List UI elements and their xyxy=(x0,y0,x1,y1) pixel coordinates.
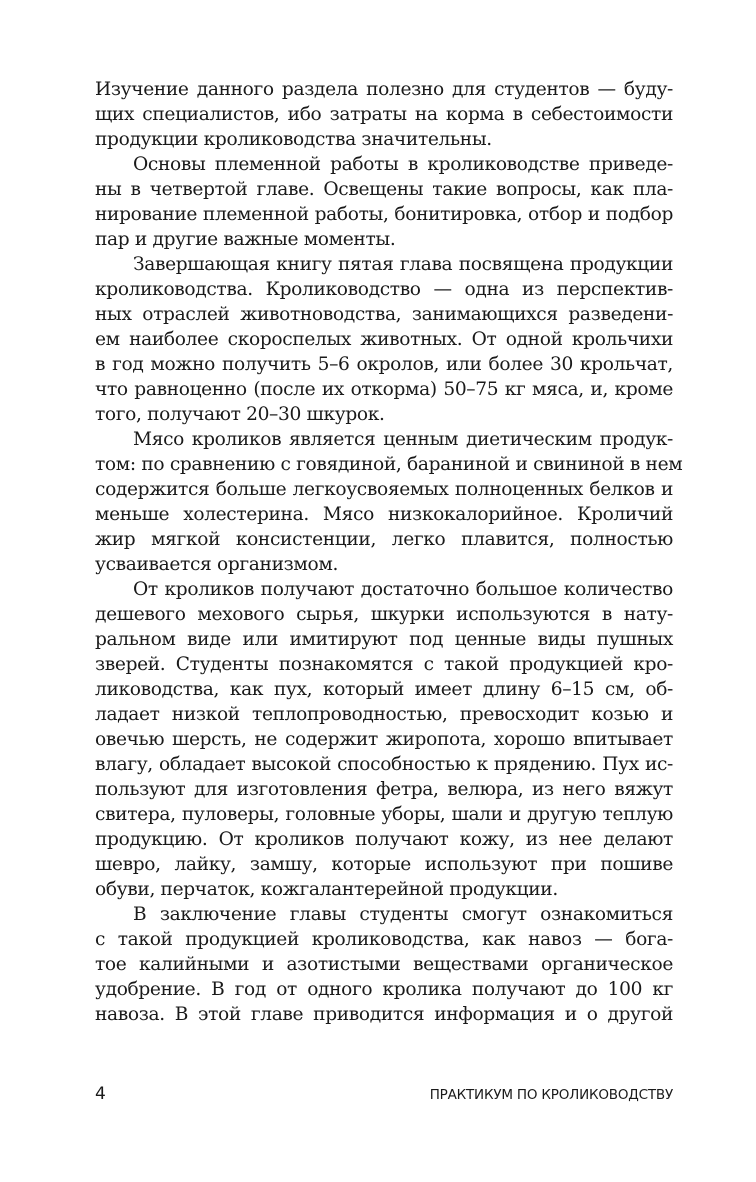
paragraph xyxy=(95,577,673,902)
text-line: жир мягкой консистенции, легко плавится, полностью xyxy=(95,529,673,550)
text-line: пар и другие важные моменты. xyxy=(95,229,396,250)
body-text xyxy=(95,77,683,1027)
paragraph xyxy=(95,902,673,1027)
paragraph xyxy=(95,152,673,252)
text-line: нирование племенной работы, бонитировка, отбор и подбор xyxy=(95,204,673,225)
text-line: шевро, лайку, замшу, которые используют при пошиве xyxy=(95,854,673,875)
text-line: меньше холестерина. Мясо низкокалорийное. Кроличий xyxy=(95,504,673,525)
paragraph xyxy=(95,252,673,427)
text-line: в год можно получить 5–6 окролов, или более 30 крольчат, xyxy=(95,354,673,375)
text-line: кролиководства. Кролиководство — одна из перспектив- xyxy=(95,279,673,300)
text-line: Завершающая книгу пятая глава посвящена продукции xyxy=(133,254,673,275)
text-line: ны в четвертой главе. Освещены такие вопросы, как пла- xyxy=(95,179,673,200)
text-line: ем наиболее скороспелых животных. От одной крольчихи xyxy=(95,329,673,350)
text-line: навоза. В этой главе приводится информация и о другой xyxy=(95,1004,673,1025)
text-line: ладает низкой теплопроводностью, превосходит козью и xyxy=(95,704,673,725)
text-line: продукции кролиководства значительны. xyxy=(95,129,492,150)
text-line: В заключение главы студенты смогут ознакомиться xyxy=(133,904,673,925)
text-line: овечью шерсть, не содержит жиропота, хорошо впитывает xyxy=(95,729,673,750)
text-line: содержится больше легкоусвояемых полноценных белков и xyxy=(95,479,673,500)
text-line: ральном виде или имитируют под ценные виды пушных xyxy=(95,629,673,650)
text-line: усваивается организмом. xyxy=(95,554,339,575)
text-line: обуви, перчаток, кожгалантерейной продукции. xyxy=(95,879,558,900)
text-line: тое калийными и азотистыми веществами органическое xyxy=(95,954,673,975)
text-line: того, получают 20–30 шкурок. xyxy=(95,404,385,425)
page-number: 4 xyxy=(95,1084,106,1104)
text-line: продукцию. От кроликов получают кожу, из нее делают xyxy=(95,829,673,850)
text-line: пользуют для изготовления фетра, велюра, из него вяжут xyxy=(95,779,673,800)
text-line: что равноценно (после их откорма) 50–75 кг мяса, и, кроме xyxy=(95,379,673,400)
text-line: Основы племенной работы в кролиководстве приведе- xyxy=(133,154,673,175)
text-line: том: по сравнению с говядиной, бараниной и свининой в нем xyxy=(95,454,683,475)
text-line: дешевого мехового сырья, шкурки используются в нату- xyxy=(95,604,673,625)
text-line: щих специалистов, ибо затраты на корма в себестоимости xyxy=(95,104,673,125)
running-title: ПРАКТИКУМ ПО КРОЛИКОВОДСТВУ xyxy=(429,1087,673,1103)
text-line: зверей. Студенты познакомятся с такой продукцией кро- xyxy=(95,654,673,675)
text-line: влагу, обладает высокой способностью к прядению. Пух ис- xyxy=(95,754,673,775)
text-line: с такой продукцией кролиководства, как навоз — бога- xyxy=(95,929,673,950)
text-line: От кроликов получают достаточно большое количество xyxy=(133,579,673,600)
text-line: лиководства, как пух, который имеет длину 6–15 см, об- xyxy=(95,679,673,700)
text-line: свитера, пуловеры, головные уборы, шали и другую теплую xyxy=(95,804,673,825)
text-line: Мясо кроликов является ценным диетическим продук- xyxy=(133,429,673,450)
paragraph xyxy=(95,77,673,152)
text-line: ных отраслей животноводства, занимающихся разведени- xyxy=(95,304,673,325)
paragraph xyxy=(95,427,683,577)
text-line: удобрение. В год от одного кролика получают до 100 кг xyxy=(95,979,673,1000)
text-line: Изучение данного раздела полезно для студентов — буду- xyxy=(95,79,673,100)
